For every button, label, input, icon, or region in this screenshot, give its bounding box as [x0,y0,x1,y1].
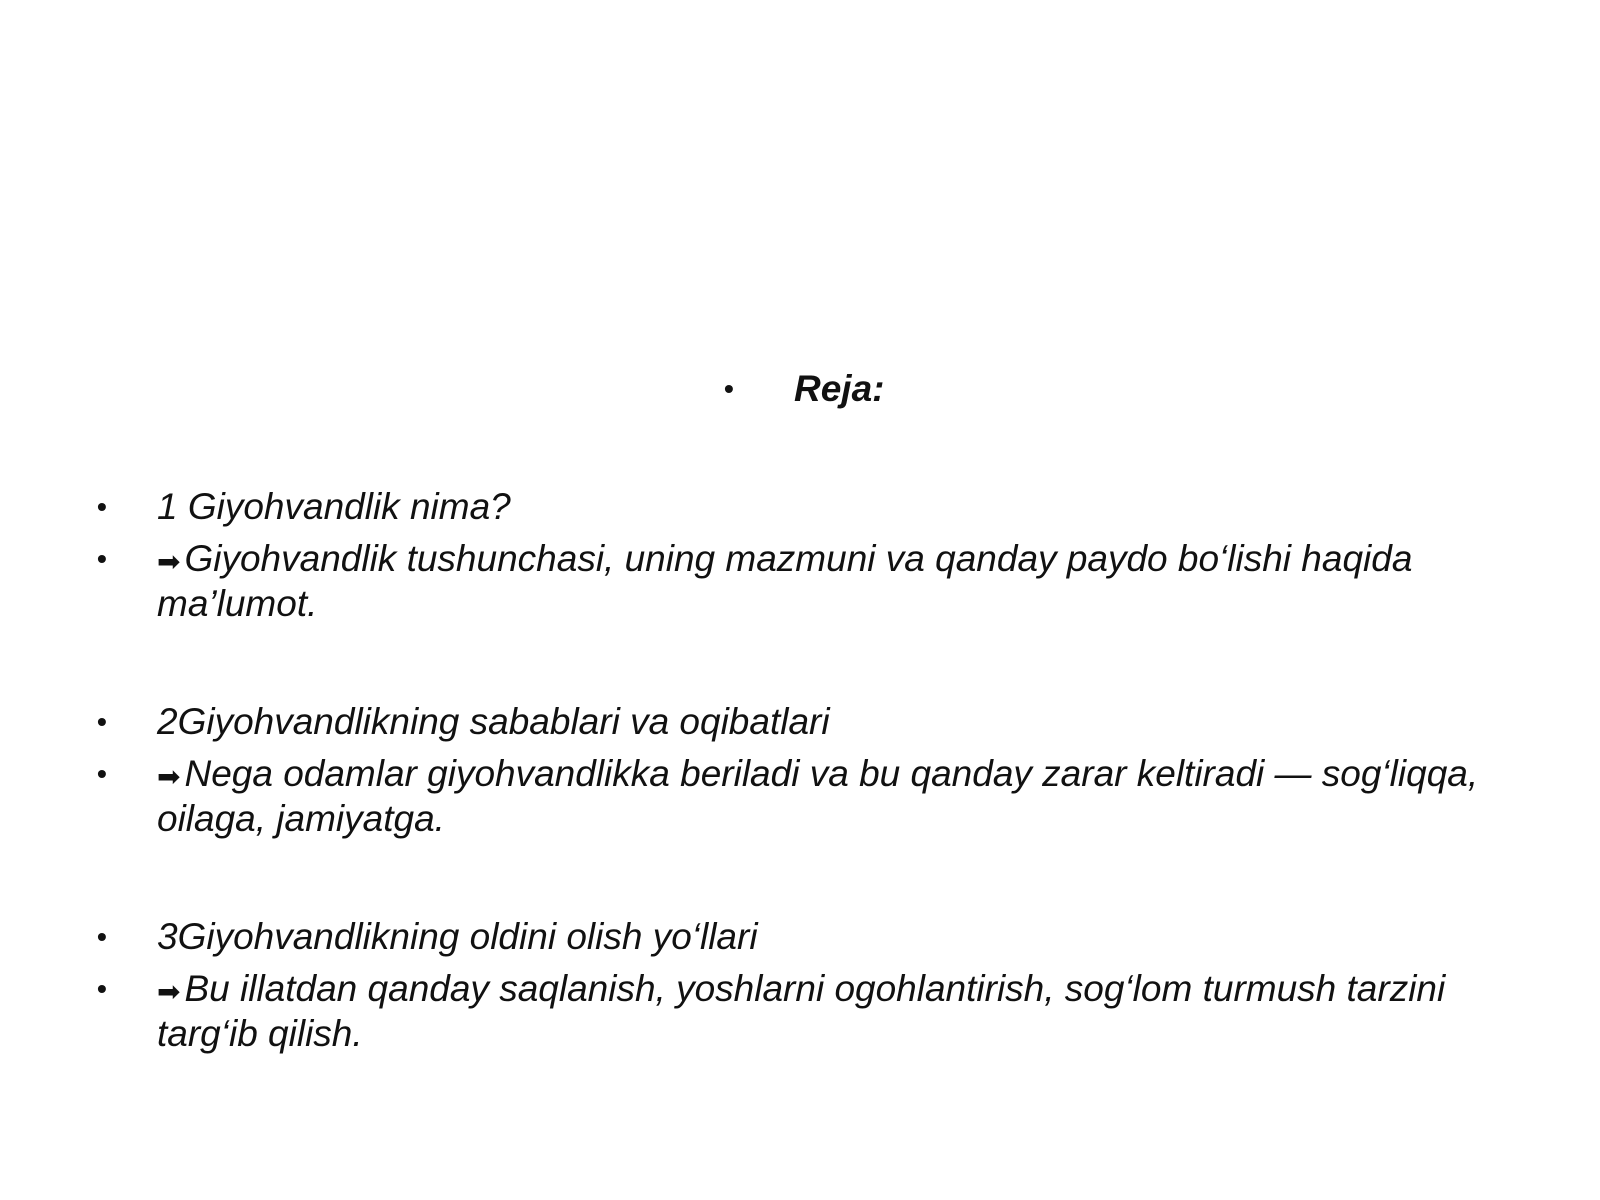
item-text: Nega odamlar giyohvandlikka beriladi va bu qanday zarar keltiradi — sog‘liqqa, oilaga, jamiyatga. [157,753,1479,839]
bullet-icon: • [97,758,107,789]
plan-list [97,486,1527,1055]
list-item [97,538,1527,625]
list-item [97,486,1527,528]
list-item [97,701,1527,743]
item-text: 3Giyohvandlikning oldini olish yo‘llari [157,916,758,957]
arrow-right-icon: ➡ [157,975,181,1008]
list-item [97,753,1527,840]
item-text: 2Giyohvandlikning sabablari va oqibatlari [157,701,830,742]
plan-heading [724,364,884,414]
bullet-icon: • [97,543,107,574]
item-text: Bu illatdan qanday saqlanish, yoshlarni ogohlantirish, sog‘lom turmush tarzini targ‘ib qilish. [157,968,1446,1054]
item-text: Giyohvandlik tushunchasi, uning mazmuni va qanday paydo bo‘lishi haqida ma’lumot. [157,538,1413,624]
list-item [97,916,1527,958]
plan-heading-text: Reja: [794,368,885,409]
arrow-right-icon: ➡ [157,760,181,793]
bullet-icon: • [97,921,107,952]
list-item [97,968,1527,1055]
item-text: 1 Giyohvandlik nima? [157,486,511,527]
arrow-right-icon: ➡ [157,545,181,578]
bullet-icon: • [97,973,107,1004]
bullet-icon: • [97,491,107,522]
bullet-icon: • [97,706,107,737]
bullet-icon: • [724,373,734,404]
